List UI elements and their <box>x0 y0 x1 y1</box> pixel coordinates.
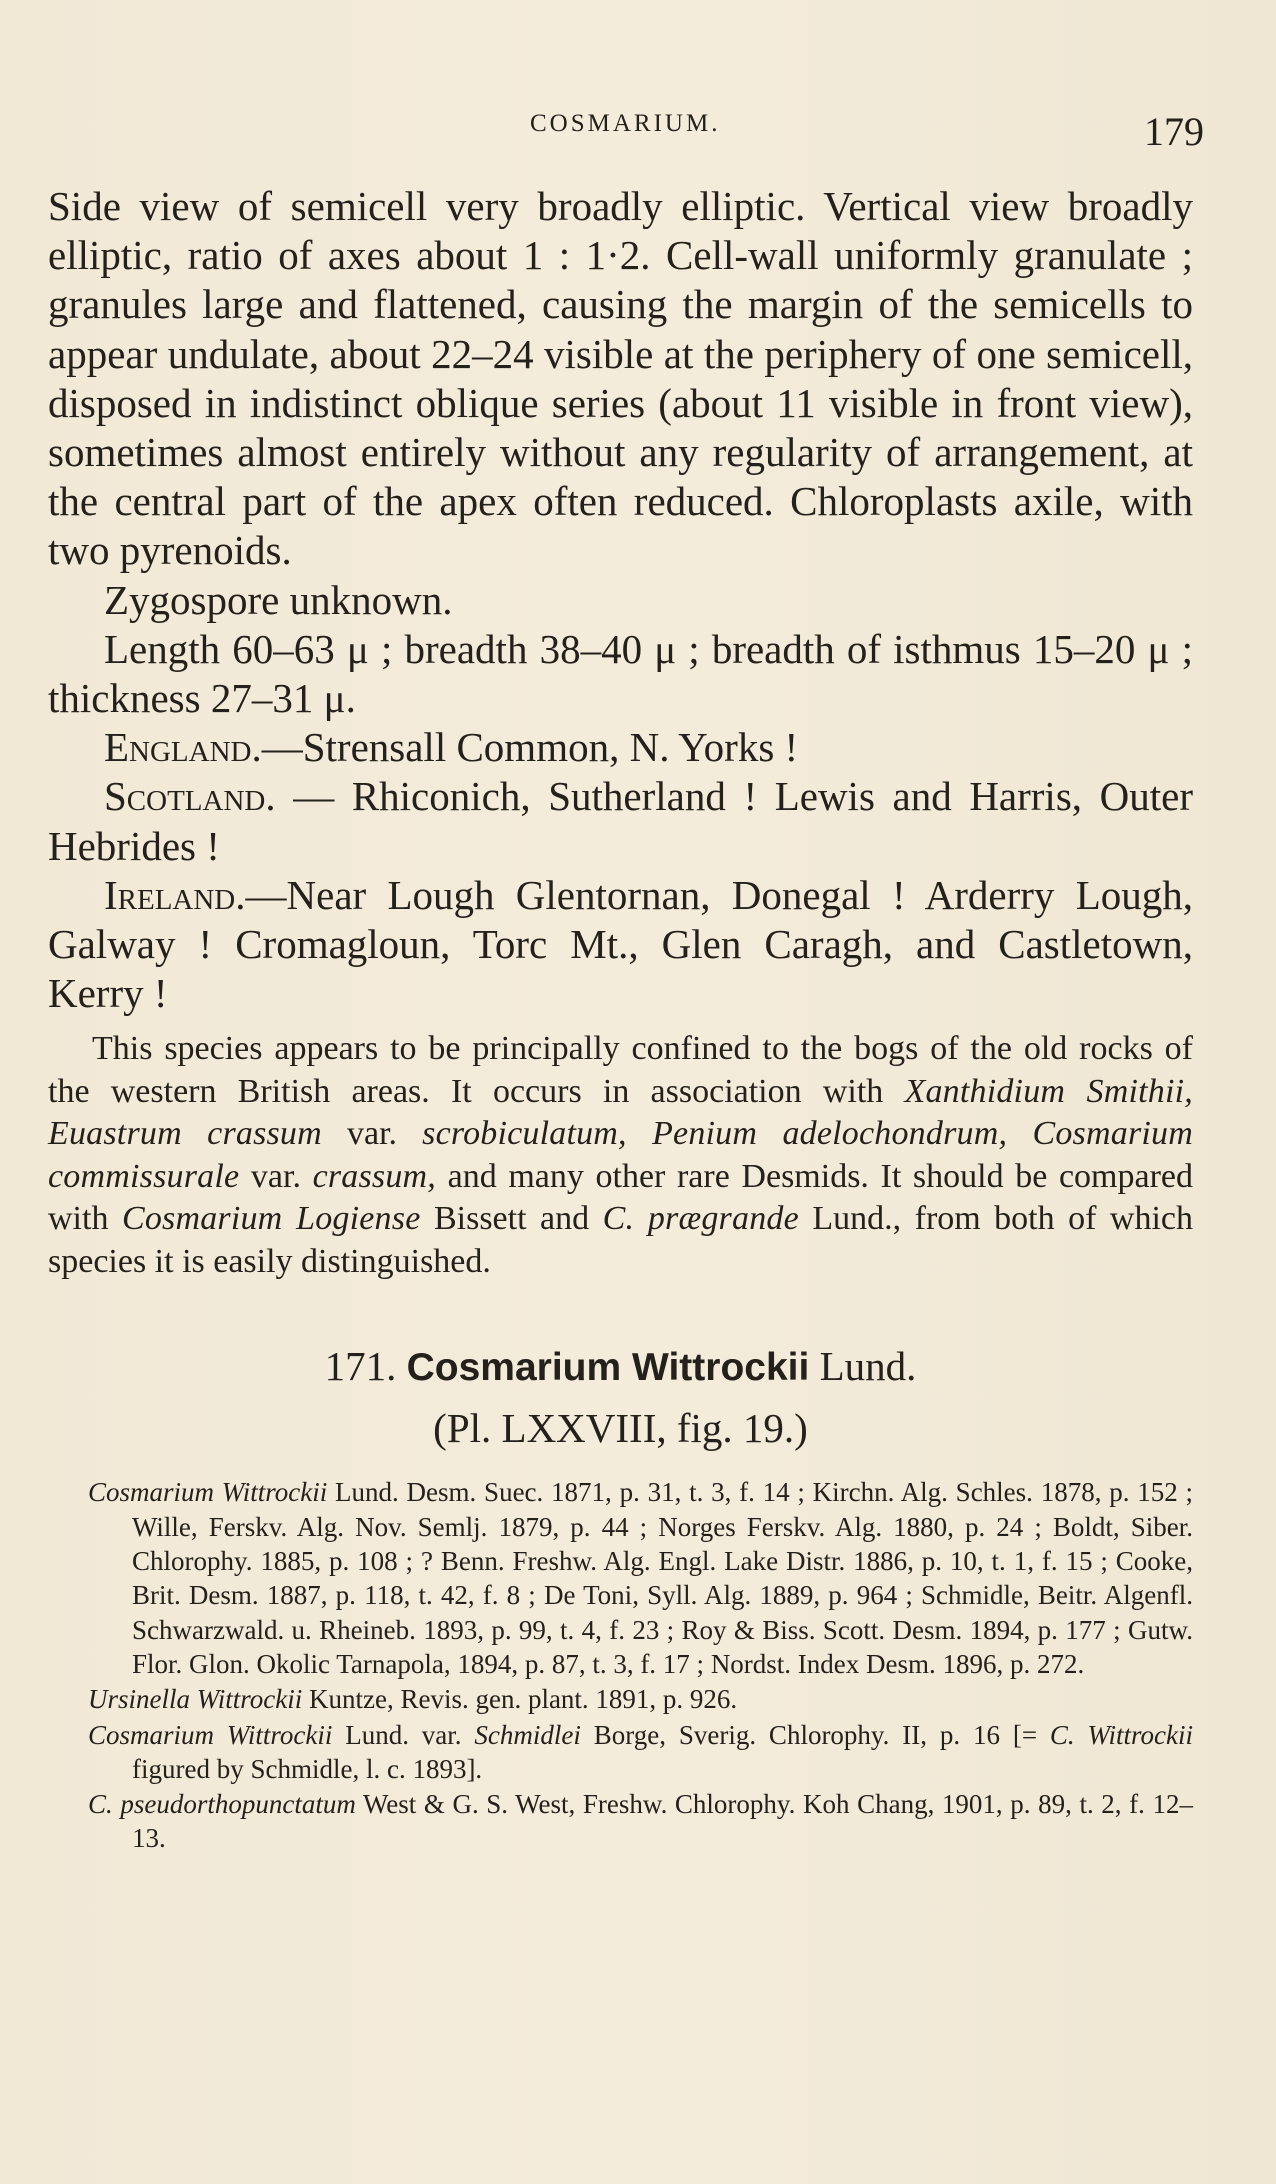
synonym-name: C. Wittrockii <box>1049 1719 1193 1750</box>
synonymy-entry <box>88 1682 1193 1716</box>
species-heading <box>48 1341 1193 1393</box>
dimensions-line: Length 60–63 μ ; breadth 38–40 μ ; breadth of isthmus 15–20 μ ; thickness 27–31 μ. <box>48 625 1193 722</box>
description-paragraph: Side view of semicell very broadly elliptic. Vertical view broadly elliptic, ratio of axes about 1 : 1·2. Cell-wall uniformly granulate ; granules large and flattened, causing the margin of the semicells to appear undulate, about 22–24 visible at the periphery of one semicell, disposed in indistinct oblique series (about 11 visible in front view), sometimes almost entirely without any regularity of arrangement, at the central part of the apex often reduced. Chloroplasts axile, with two pyrenoids. <box>48 183 1193 574</box>
region-label: Scotland. <box>104 773 276 820</box>
synonym-name: Cosmarium Wittrockii <box>88 1719 333 1750</box>
synonymy-list <box>48 1475 1193 1855</box>
note-taxon: scrobiculatum, Penium adelochondrum, Cosmarium commissurale <box>48 1115 1193 1195</box>
note-text: and many other rare Desmids. It should be compared with <box>48 1157 1193 1238</box>
note-taxon: crassum, <box>312 1157 437 1195</box>
region-label: England. <box>104 724 262 771</box>
note-text: var. <box>239 1157 313 1195</box>
synonym-variety: Schmidlei <box>474 1719 581 1750</box>
synonym-citation: Borge, Sverig. Chlorophy. II, p. 16 [= <box>580 1719 1050 1750</box>
note-taxon: Xanthidium Smithii, Euastrum crassum <box>48 1072 1193 1153</box>
note-taxon: C. prægrande <box>602 1200 799 1238</box>
species-name: Cosmarium Wittrockii <box>406 1346 810 1390</box>
locality-england <box>48 723 1193 772</box>
synonymy-entry <box>88 1718 1193 1787</box>
page-body <box>48 182 1193 1856</box>
page-number: 179 <box>1144 109 1204 154</box>
species-number: 171. <box>324 1343 397 1390</box>
locality-places: —Strensall Common, N. Yorks ! <box>261 724 799 771</box>
synonymy-entry <box>88 1787 1193 1856</box>
synonymy-entry <box>88 1475 1193 1681</box>
locality-ireland <box>48 871 1193 1019</box>
synonym-name: C. pseudorthopunctatum <box>88 1789 356 1820</box>
note-taxon: Cosmarium Logiense <box>121 1200 421 1238</box>
synonym-citation: Lund. var. <box>332 1719 475 1750</box>
note-paragraph <box>48 1028 1193 1283</box>
note-text: Lund., from both of which species it is easily distinguished. <box>48 1200 1194 1280</box>
note-text: This species appears to be principally confined to the bogs of the old rocks of the western British areas. It occurs in association with <box>48 1030 1193 1110</box>
species-description <box>48 182 1193 1018</box>
note-text: var. <box>321 1115 423 1153</box>
synonym-name: Cosmarium Wittrockii <box>88 1477 328 1508</box>
plate-reference: (Pl. LXXVIII, fig. 19.) <box>433 1405 808 1452</box>
zygospore-line: Zygospore unknown. <box>104 576 453 623</box>
region-label: Ireland. <box>104 871 246 918</box>
note-text: Bissett and <box>420 1200 603 1238</box>
synonym-citation: West & G. S. West, Freshw. Chlorophy. Koh Chang, 1901, p. 89, t. 2, f. 12–13. <box>132 1789 1193 1854</box>
running-head: COSMARIUM. <box>530 110 721 137</box>
synonym-name: Ursinella Wittrockii <box>88 1684 303 1715</box>
locality-scotland <box>48 772 1193 870</box>
synonym-citation: Lund. Desm. Suec. 1871, p. 31, t. 3, f. 14 ; Kirchn. Alg. Schles. 1878, p. 152 ; Wille, Ferskv. Alg. Nov. Semlj. 1879, p. 44 ; Norges Ferskv. Alg. 1880, p. 24 ; Boldt, Siber. Chlorophy. 1885, p. 108 ; ? Benn. Freshw. Alg. Engl. Lake Distr. 1886, p. 10, t. 1, f. 15 ; Cooke, Brit. Desm. 1887, p. 118, t. 42, f. 8 ; De Toni, Syll. Alg. 1889, p. 964 ; Schmidle, Beitr. Algenfl. Schwarzwald. u. Rheineb. 1893, p. 99, t. 4, f. 23 ; Roy & Biss. Scott. Desm. 1894, p. 177 ; Gutw. Flor. Glon. Okolic Tarnapola, 1894, p. 87, t. 3, f. 17 ; Nordst. Index Desm. 1896, p. 272. <box>132 1477 1193 1679</box>
locality-places: —Near Lough Glentornan, Donegal ! Arderry Lough, Galway ! Cromagloun, Torc Mt., Glen Caragh, and Castletown, Kerry ! <box>48 871 1193 1017</box>
species-author: Lund. <box>819 1343 917 1390</box>
distribution-note <box>48 1028 1193 1283</box>
locality-places: — Rhiconich, Sutherland ! Lewis and Harris, Outer Hebrides ! <box>48 773 1193 869</box>
synonym-citation: Kuntze, Revis. gen. plant. 1891, p. 926. <box>302 1684 738 1715</box>
synonym-citation: figured by Schmidle, l. c. 1893]. <box>132 1753 483 1784</box>
